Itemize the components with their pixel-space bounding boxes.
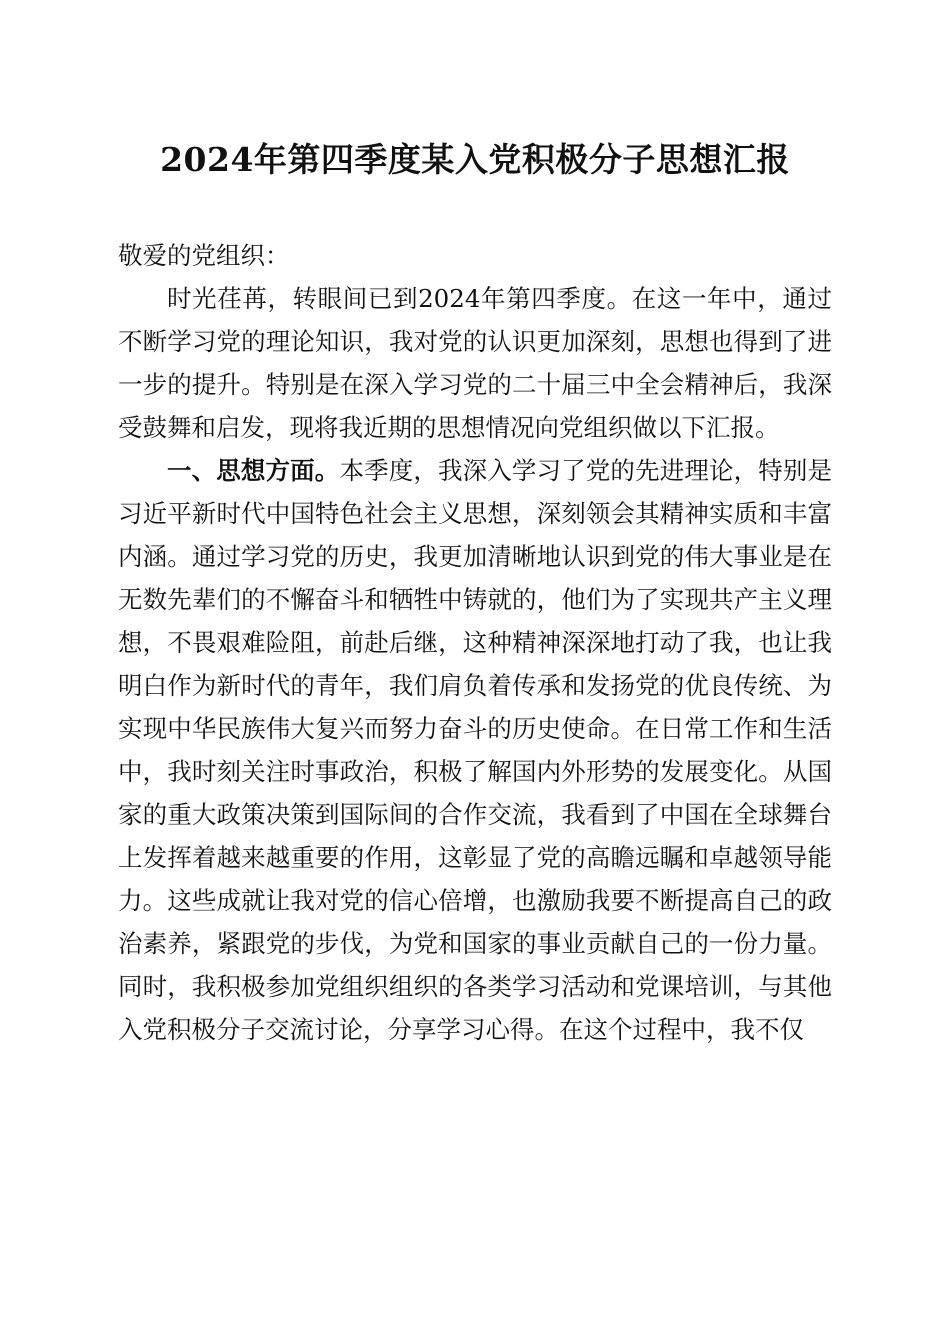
salutation: 敬爱的党组织： xyxy=(118,241,290,270)
document-body xyxy=(118,234,832,1051)
intro-paragraph: 时光荏苒，转眼间已到2024年第四季度。在这一年中，通过不断学习党的理论知识，我对党的认识更加深刻，思想也得到了进一步的提升。特别是在深入学习党的二十届三中全会精神后，我深受鼓舞和启发，现将我近期的思想情况向党组织做以下汇报。 xyxy=(118,284,832,442)
section-text: 本季度，我深入学习了党的先进理论，特别是习近平新时代中国特色社会主义思想，深刻领会其精神实质和丰富内涵。通过学习党的历史，我更加清晰地认识到党的伟大事业是在无数先辈们的不懈奋斗和牺牲中铸就的，他们为了实现共产主义理想，不畏艰难险阻，前赴后继，这种精神深深地打动了我，也让我明白作为新时代的青年，我们肩负着传承和发扬党的优良传统、为实现中华民族伟大复兴而努力奋斗的历史使命。在日常工作和生活中，我时刻关注时事政治，积极了解国内外形势的发展变化。从国家的重大政策决策到国际间的合作交流，我看到了中国在全球舞台上发挥着越来越重要的作用，这彰显了党的高瞻远瞩和卓越领导能力。这些成就让我对党的信心倍增，也激励我要不断提高自己的政治素养，紧跟党的步伐，为党和国家的事业贡献自己的一份力量。同时，我积极参加党组织组织的各类学习活动和党课培训，与其他入党积极分子交流讨论，分享学习心得。在这个过程中，我不仅 xyxy=(118,456,833,1044)
section-thought-paragraph xyxy=(118,449,832,1051)
document-title: 2024年第四季度某入党积极分子思想汇报 xyxy=(160,140,790,179)
section-heading: 一、思想方面。 xyxy=(167,456,340,485)
